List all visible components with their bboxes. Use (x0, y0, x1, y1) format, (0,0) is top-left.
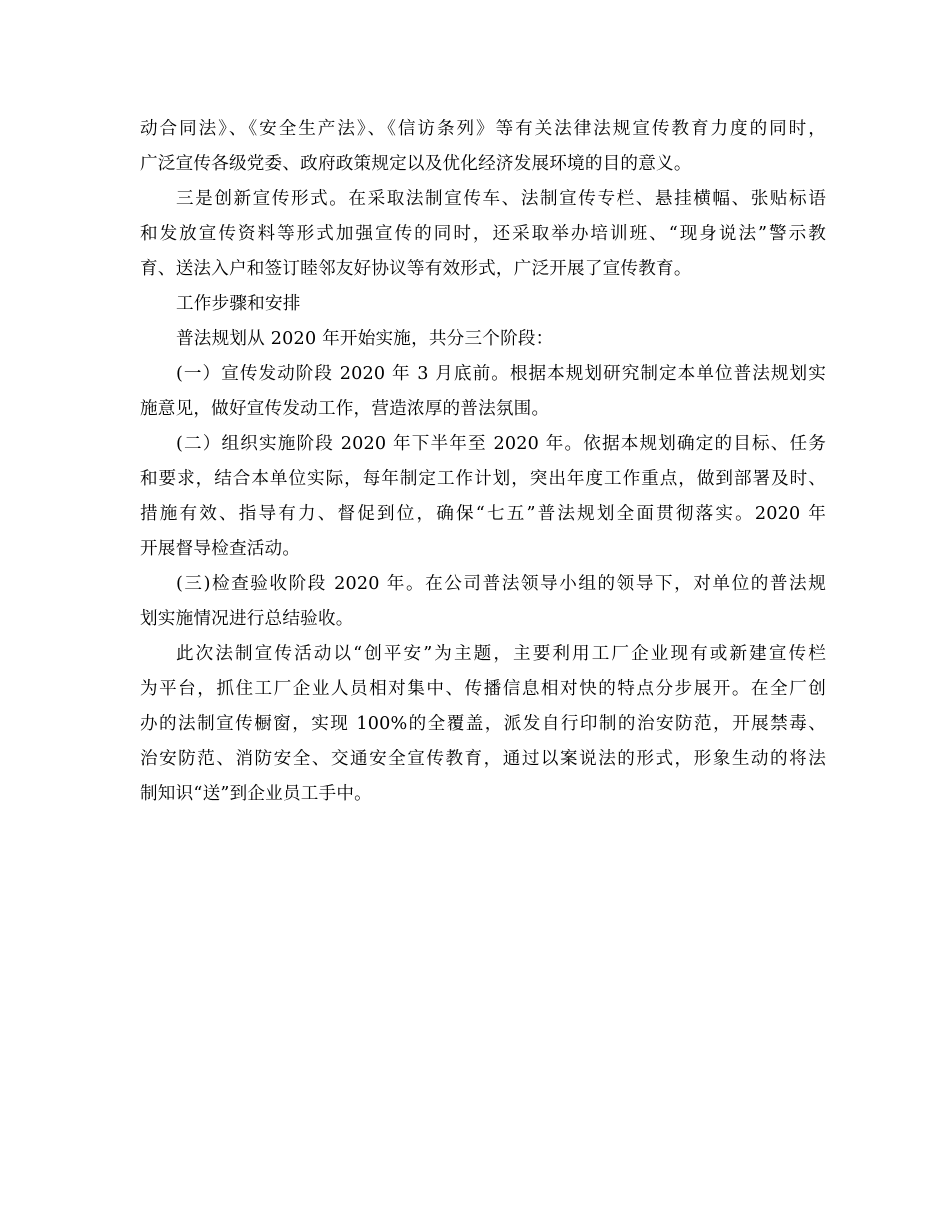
section-heading: 工作步骤和安排 (176, 294, 301, 314)
body-text-line: (三)检查验收阶段 2020 年。在公司普法领导小组的领导下，对单位的普法规 (176, 574, 826, 594)
body-text-line: 开展督导检查活动。 (140, 539, 301, 559)
body-text-line: 此次法制宣传活动以“创平安”为主题，主要利用工厂企业现有或新建宣传栏 (176, 644, 826, 664)
body-text-line: 措施有效、指导有力、督促到位，确保“七五”普法规划全面贯彻落实。2020 年 (140, 504, 826, 524)
body-text-line: 动合同法》、《安全生产法》、《信访条列》等有关法律法规宣传教育力度的同时， (140, 119, 826, 139)
body-text-line: 和要求，结合本单位实际，每年制定工作计划，突出年度工作重点，做到部署及时、 (140, 469, 826, 489)
body-text-line: 治安防范、消防安全、交通安全宣传教育，通过以案说法的形式，形象生动的将法 (140, 749, 826, 769)
body-text-line: 育、送法入户和签订睦邻友好协议等有效形式，广泛开展了宣传教育。 (140, 259, 692, 279)
body-text-line: 制知识“送”到企业员工手中。 (140, 784, 372, 804)
document-body (140, 112, 826, 812)
body-text-line: 广泛宣传各级党委、政府政策规定以及优化经济发展环境的目的意义。 (140, 154, 692, 174)
body-text-line: 办的法制宣传橱窗，实现 100%的全覆盖，派发自行印制的治安防范，开展禁毒、 (140, 714, 826, 734)
body-text-line: (一）宣传发动阶段 2020 年 3 月底前。根据本规划研究制定本单位普法规划实 (176, 364, 826, 384)
body-text-line: 和发放宣传资料等形式加强宣传的同时，还采取举办培训班、“现身说法”警示教 (140, 224, 826, 244)
body-text-line: 普法规划从 2020 年开始实施，共分三个阶段： (176, 329, 554, 349)
body-text-line: 为平台，抓住工厂企业人员相对集中、传播信息相对快的特点分步展开。在全厂创 (140, 679, 826, 699)
body-text-line: 划实施情况进行总结验收。 (140, 609, 354, 629)
body-text-line: 施意见，做好宣传发动工作，营造浓厚的普法氛围。 (140, 399, 550, 419)
body-text-line: 三是创新宣传形式。在采取法制宣传车、法制宣传专栏、悬挂横幅、张贴标语 (176, 189, 826, 209)
body-text-line: (二）组织实施阶段 2020 年下半年至 2020 年。依据本规划确定的目标、任务 (176, 434, 826, 454)
